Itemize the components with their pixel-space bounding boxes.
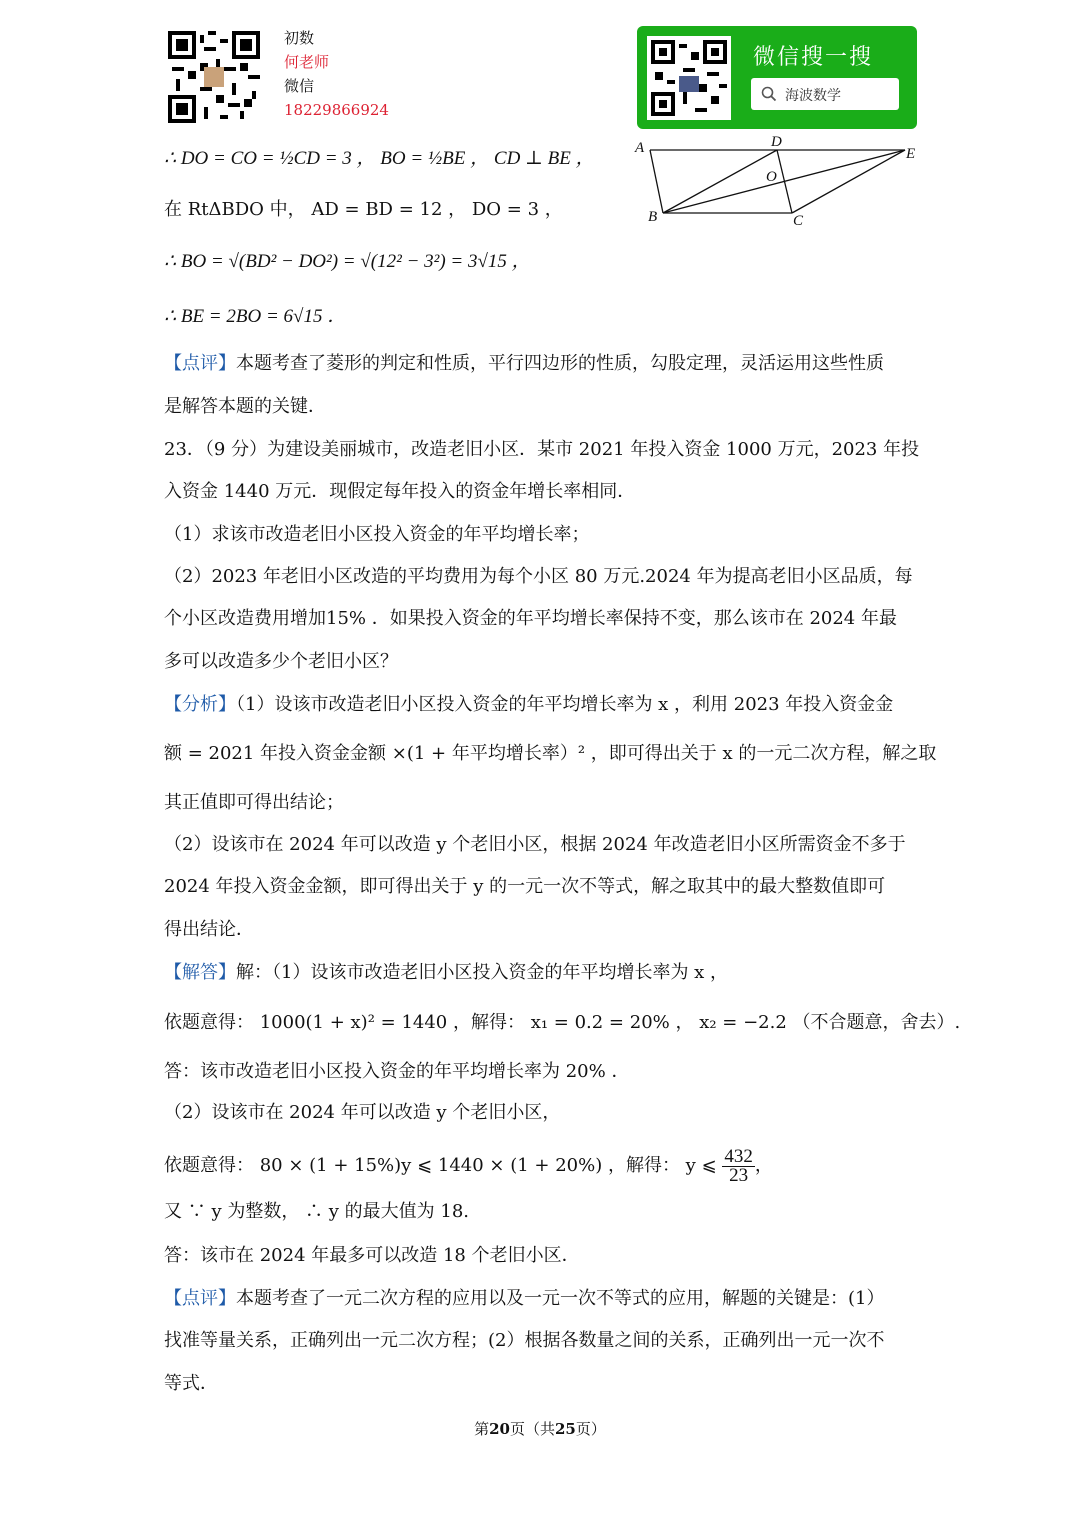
analysis-line-d: （2）设该市在 2024 年可以改造 y 个老旧小区，根据 2024 年改造老旧小区所需资金不多于: [164, 834, 906, 855]
question-23-part-2-b: 个小区改造费用增加15% ．如果投入资金的年平均增长率保持不变，那么该市在 2024 年最: [164, 608, 897, 629]
footer-post: 页）: [575, 1420, 606, 1438]
answer-line-d: （2）设该市在 2024 年可以改造 y 个老旧小区，: [164, 1102, 561, 1123]
proof-line-3: ∴ BO = √(BD² − DO²) = √(12² − 3²) = 3√15 ，: [164, 251, 531, 272]
parallelogram-figure: [630, 130, 930, 230]
proof-line-4: ∴ BE = 2BO = 6√15 ．: [164, 306, 347, 327]
review-2-line-c: 等式．: [164, 1373, 218, 1394]
footer-mid: 页（共: [509, 1420, 555, 1438]
analysis-line-f: 得出结论．: [164, 919, 254, 940]
analysis-tag: 【分析】: [164, 694, 236, 715]
contact-info: [284, 26, 389, 122]
question-23-part-1: （1）求该市改造老旧小区投入资金的年平均增长率；: [164, 524, 590, 545]
answer-line-b: 依题意得： 1000(1 + x)² = 1440 ，解得： x₁ = 0.2 = 20% ， x₂ = −2.2 （不合题意，舍去）.: [164, 1012, 961, 1033]
review-text: 本题考查了菱形的判定和性质，平行四边形的性质，勾股定理，灵活运用这些性质: [236, 353, 884, 374]
review-2-line-a: [164, 1288, 884, 1310]
review-tag: 【点评】: [164, 353, 236, 374]
wechat-search-query: 海波数学: [785, 88, 841, 104]
answer-line-f: 又 ∵ y 为整数， ∴ y 的最大值为 18.: [164, 1201, 470, 1222]
proof-line-2: 在 RtΔBDO 中， AD = BD = 12 ， DO = 3 ，: [164, 199, 563, 220]
label-d: D: [771, 134, 782, 150]
analysis-line-c: 其正值即可得出结论；: [164, 792, 344, 813]
review-tag: 【点评】: [164, 1288, 236, 1309]
answer-line-c: 答：该市改造老旧小区投入资金的年平均增长率为 20% ．: [164, 1061, 630, 1082]
analysis-text: （1）设该市改造老旧小区投入资金的年平均增长率为 x ，利用 2023 年投入资金金: [236, 694, 894, 715]
question-23-part-2-c: 多可以改造多少个老旧小区？: [164, 651, 398, 672]
label-c: C: [793, 213, 804, 229]
review-2-line-b: 找准等量关系，正确列出一元二次方程；(2）根据各数量之间的关系，正确列出一元一次不: [164, 1330, 885, 1351]
answer-e-text: 依题意得： 80 × (1 + 15%)y ⩽ 1440 × (1 + 20%) ，解得： y ⩽: [164, 1155, 717, 1176]
fraction-denominator: 23: [729, 1164, 749, 1186]
analysis-line-e: 2024 年投入资金金额，即可得出关于 y 的一元一次不等式，解之取其中的最大整数值即可: [164, 876, 886, 897]
wechat-search-card[interactable]: [637, 26, 917, 129]
contact-teacher-name: 何老师: [284, 53, 330, 71]
answer-e-end: ，: [754, 1155, 773, 1176]
answer-line-a: [164, 962, 728, 984]
qr-code-icon: [168, 31, 260, 123]
contact-label-wechat: 微信: [284, 77, 315, 95]
review-1-line-b: 是解答本题的关键．: [164, 396, 326, 417]
contact-phone: 18229866924: [284, 101, 389, 119]
label-e: E: [906, 146, 916, 162]
wechat-qr-code: [647, 36, 731, 120]
analysis-line-b: 额 = 2021 年投入资金金额 ×(1 + 年平均增长率）² ，即可得出关于 x 的一元二次方程，解之取: [164, 743, 937, 764]
search-icon: [761, 86, 777, 102]
review-text: 本题考查了一元二次方程的应用以及一元一次不等式的应用，解题的关键是：(1）: [236, 1288, 885, 1309]
footer-pre: 第: [474, 1420, 490, 1438]
fraction-432-23: [722, 1145, 755, 1186]
contact-label-subject: 初数: [284, 29, 315, 47]
answer-text: 解：（1）设该市改造老旧小区投入资金的年平均增长率为 x ，: [236, 962, 729, 983]
wechat-search-box[interactable]: [751, 78, 899, 110]
wechat-search-title: 微信搜一搜: [753, 45, 874, 70]
answer-line-e: [164, 1142, 773, 1190]
question-23-line-a: 23．（9 分）为建设美丽城市，改造老旧小区．某市 2021 年投入资金 1000 万元，2023 年投: [164, 439, 920, 460]
answer-tag: 【解答】: [164, 962, 236, 983]
question-23-line-b: 入资金 1440 万元．现假定每年投入的资金年增长率相同．: [164, 481, 636, 502]
label-a: A: [635, 140, 645, 156]
answer-line-g: 答：该市在 2024 年最多可以改造 18 个老旧小区．: [164, 1245, 580, 1266]
review-1-line-a: [164, 353, 884, 375]
page-number: 20: [489, 1420, 510, 1438]
question-23-part-2-a: （2）2023 年老旧小区改造的平均费用为每个小区 80 万元.2024 年为提高老旧小区品质，每: [164, 566, 913, 587]
analysis-line-a: [164, 694, 893, 716]
label-b: B: [648, 209, 658, 225]
fraction-numerator: 432: [724, 1145, 753, 1167]
page-footer: [0, 1418, 1080, 1439]
qr-code-icon: [647, 36, 731, 120]
label-o: O: [766, 169, 777, 185]
contact-qr-code: [168, 31, 260, 123]
page-total: 25: [555, 1420, 576, 1438]
proof-line-1: ∴ DO = CO = ½CD = 3 ， BO = ½BE ， CD ⊥ BE ，: [164, 148, 595, 169]
